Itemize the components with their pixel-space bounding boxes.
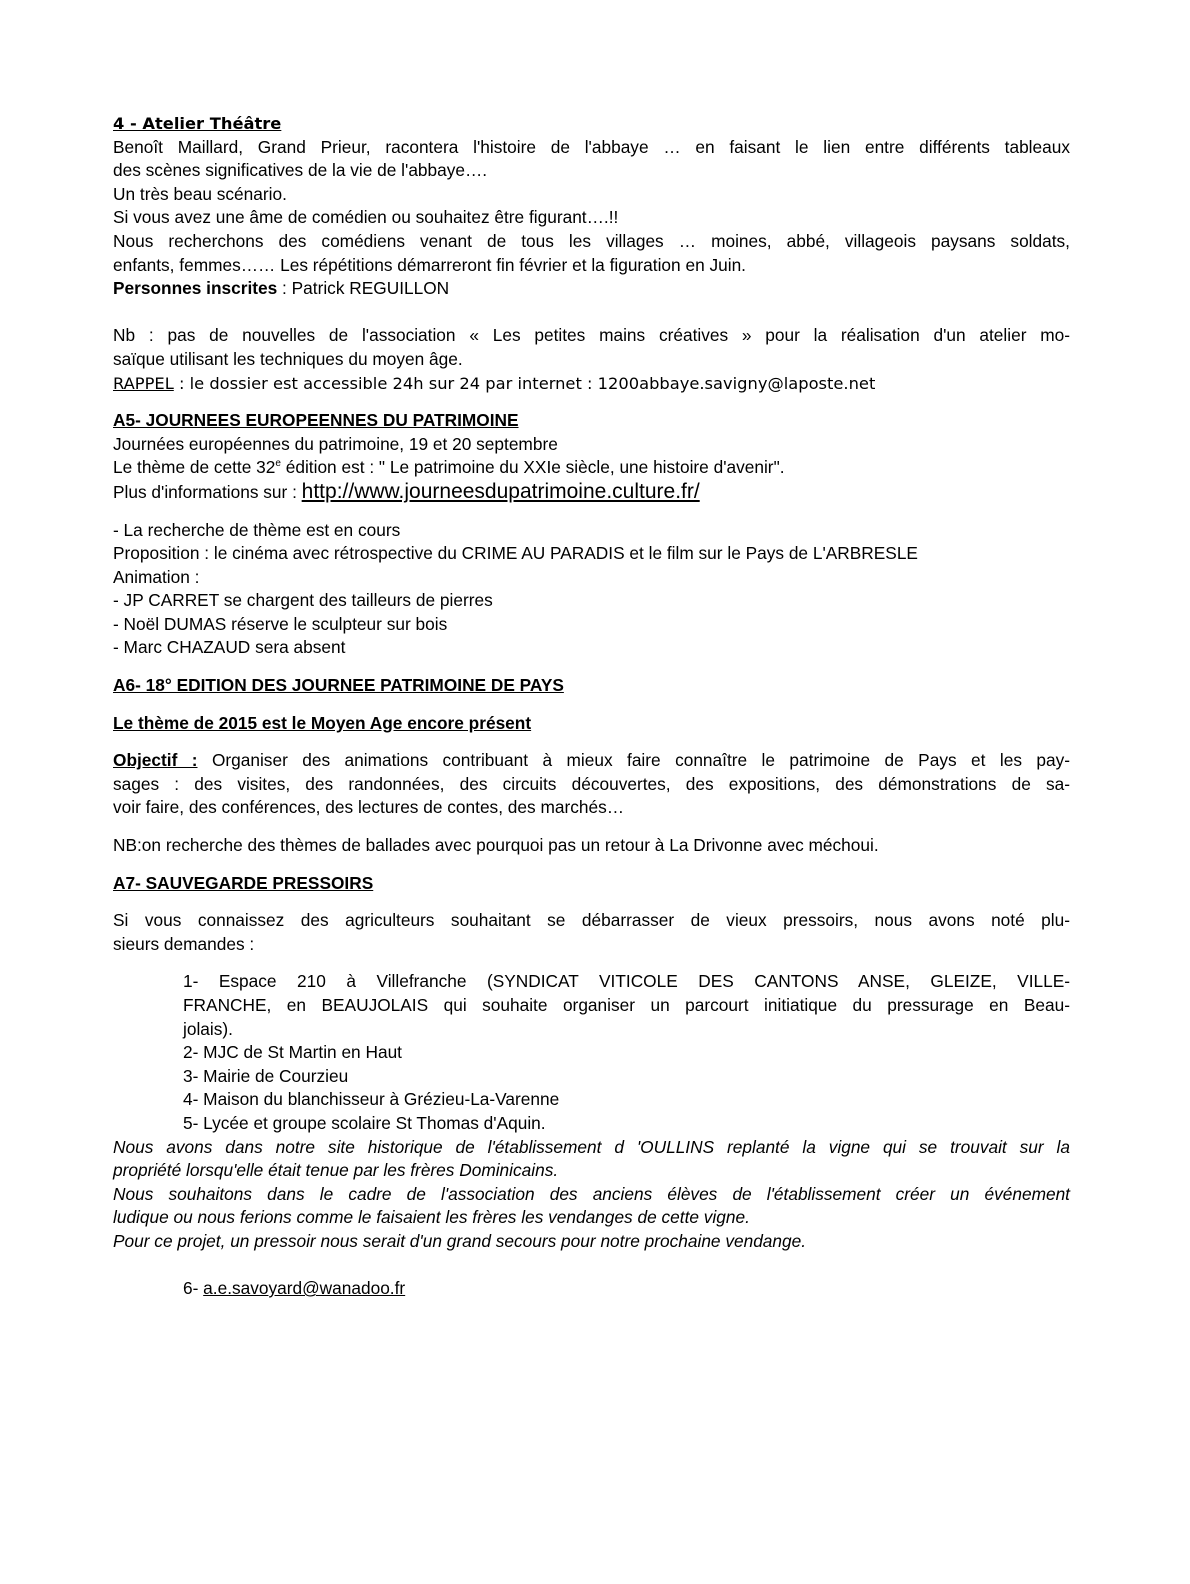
section-a7-heading: A7- SAUVEGARDE PRESSOIRS (113, 872, 374, 893)
a5-list-item: Animation : (113, 566, 200, 587)
item6-prefix: 6- (183, 1278, 204, 1299)
s4-line2: des scènes significatives de la vie de l'abbaye…. (113, 160, 488, 181)
section-a5-heading: A5- JOURNEES EUROPEENNES DU PATRIMOINE (113, 410, 519, 431)
s4-registered (113, 277, 1070, 301)
rappel-text: : le dossier est accessible 24h sur 24 par internet : 1200abbaye.savigny@laposte.net (173, 373, 876, 393)
a5-list-item: - Marc CHAZAUD sera absent (113, 637, 346, 658)
a7-italic-line3: Nous souhaitons dans le cadre de l'association des anciens élèves de l'établissement créer un événement (113, 1183, 1070, 1204)
s4-line1: Benoît Maillard, Grand Prieur, racontera l'histoire de l'abbaye … en faisant le lien entre différents tableaux (113, 136, 1070, 157)
a7-item4: 4- Maison du blanchisseur à Grézieu-La-Varenne (183, 1089, 560, 1110)
rappel-label: RAPPEL (113, 373, 174, 393)
a7-item5: 5- Lycée et groupe scolaire St Thomas d'Aquin. (183, 1112, 546, 1133)
a5-list-item: Proposition : le cinéma avec rétrospective du CRIME AU PARADIS et le film sur le Pays de L'ARBRESLE (113, 543, 918, 564)
a7-intro-line1: Si vous connaissez des agriculteurs souhaitant se débarrasser de vieux pressoirs, nous avons noté plu- (113, 910, 1070, 931)
patrimoine-link[interactable]: http://www.journeesdupatrimoine.culture.fr/ (301, 479, 700, 503)
registered-value: : Patrick REGUILLON (277, 278, 450, 299)
a5-line3 (113, 480, 1070, 505)
a5-info-label: Plus d'informations sur : (113, 481, 302, 502)
a7-italic-line2: propriété lorsqu'elle était tenue par les frères Dominicains. (113, 1160, 559, 1181)
s4-line6: enfants, femmes…… Les répétitions démarreront fin février et la figuration en Juin. (113, 254, 746, 275)
a5-line2-start: Le thème de cette 32 (113, 457, 276, 478)
section-a6-heading: A6- 18° EDITION DES JOURNEE PATRIMOINE DE PAYS (113, 675, 564, 696)
s4-line5: Nous recherchons des comédiens venant de tous les villages … moines, abbé, villageois paysans soldats, (113, 230, 1070, 251)
a6-nb: NB:on recherche des thèmes de ballades avec pourquoi pas un retour à La Drivonne avec méchoui. (113, 835, 879, 856)
a7-intro-line2: sieurs demandes : (113, 933, 255, 954)
s4-nb-line2: saïque utilisant les techniques du moyen âge. (113, 348, 463, 369)
a5-line2 (113, 456, 1070, 480)
a5-line2-sup: e (275, 458, 281, 470)
s4-line4: Si vous avez une âme de comédien ou souhaitez être figurant….!! (113, 207, 619, 228)
a6-objective-line3: voir faire, des conférences, des lectures de contes, des marchés… (113, 797, 625, 818)
a5-line1: Journées européennes du patrimoine, 19 et 20 septembre (113, 433, 558, 454)
a7-italic-line5: Pour ce projet, un pressoir nous serait d'un grand secours pour notre prochaine vendange. (113, 1230, 807, 1251)
s4-nb-line1: Nb : pas de nouvelles de l'association « Les petites mains créatives » pour la réalisation d'un atelier mo- (113, 325, 1070, 346)
a7-list (113, 970, 1070, 1135)
a7-item1-line1: 1- Espace 210 à Villefranche (SYNDICAT VITICOLE DES CANTONS ANSE, GLEIZE, VILLE- (183, 971, 1070, 992)
a7-item6 (113, 1277, 1070, 1301)
objective-text-1: Organiser des animations contribuant à mieux faire connaître le patrimoine de Pays et les pay- (197, 750, 1070, 771)
a6-theme: Le thème de 2015 est le Moyen Age encore présent (113, 712, 532, 733)
a5-list-item: - Noël DUMAS réserve le sculpteur sur bois (113, 613, 448, 634)
a7-italic-line1: Nous avons dans notre site historique de l'établissement d 'OULLINS replanté la vigne qui se trouvait sur la (113, 1136, 1070, 1157)
s4-rappel (113, 372, 1070, 396)
savoyard-email-link[interactable]: a.e.savoyard@wanadoo.fr (203, 1278, 406, 1299)
a5-line2-end: édition est : " Le patrimoine du XXIe siècle, une histoire d'avenir". (280, 457, 785, 478)
a7-item1-line3: jolais). (183, 1018, 233, 1039)
a6-objective-line1 (113, 749, 1070, 773)
a7-item2: 2- MJC de St Martin en Haut (183, 1042, 402, 1063)
a5-list-item: - La recherche de thème est en cours (113, 519, 401, 540)
section-4-heading: 4 - Atelier Théâtre (113, 114, 282, 133)
a7-item3: 3- Mairie de Courzieu (183, 1065, 349, 1086)
registered-label: Personnes inscrites (113, 278, 278, 299)
a7-item1-line2: FRANCHE, en BEAUJOLAIS qui souhaite organiser un parcourt initiatique du pressurage en Beau- (183, 995, 1070, 1015)
a7-italic-line4: ludique ou nous ferions comme le faisaient les frères les vendanges de cette vigne. (113, 1207, 750, 1228)
objective-label: Objectif : (113, 750, 198, 771)
s4-line3: Un très beau scénario. (113, 183, 287, 204)
a6-objective-line2: sages : des visites, des randonnées, des circuits découvertes, des expositions, des démonstrations de sa- (113, 773, 1070, 794)
a5-list-item: - JP CARRET se chargent des tailleurs de pierres (113, 590, 493, 611)
